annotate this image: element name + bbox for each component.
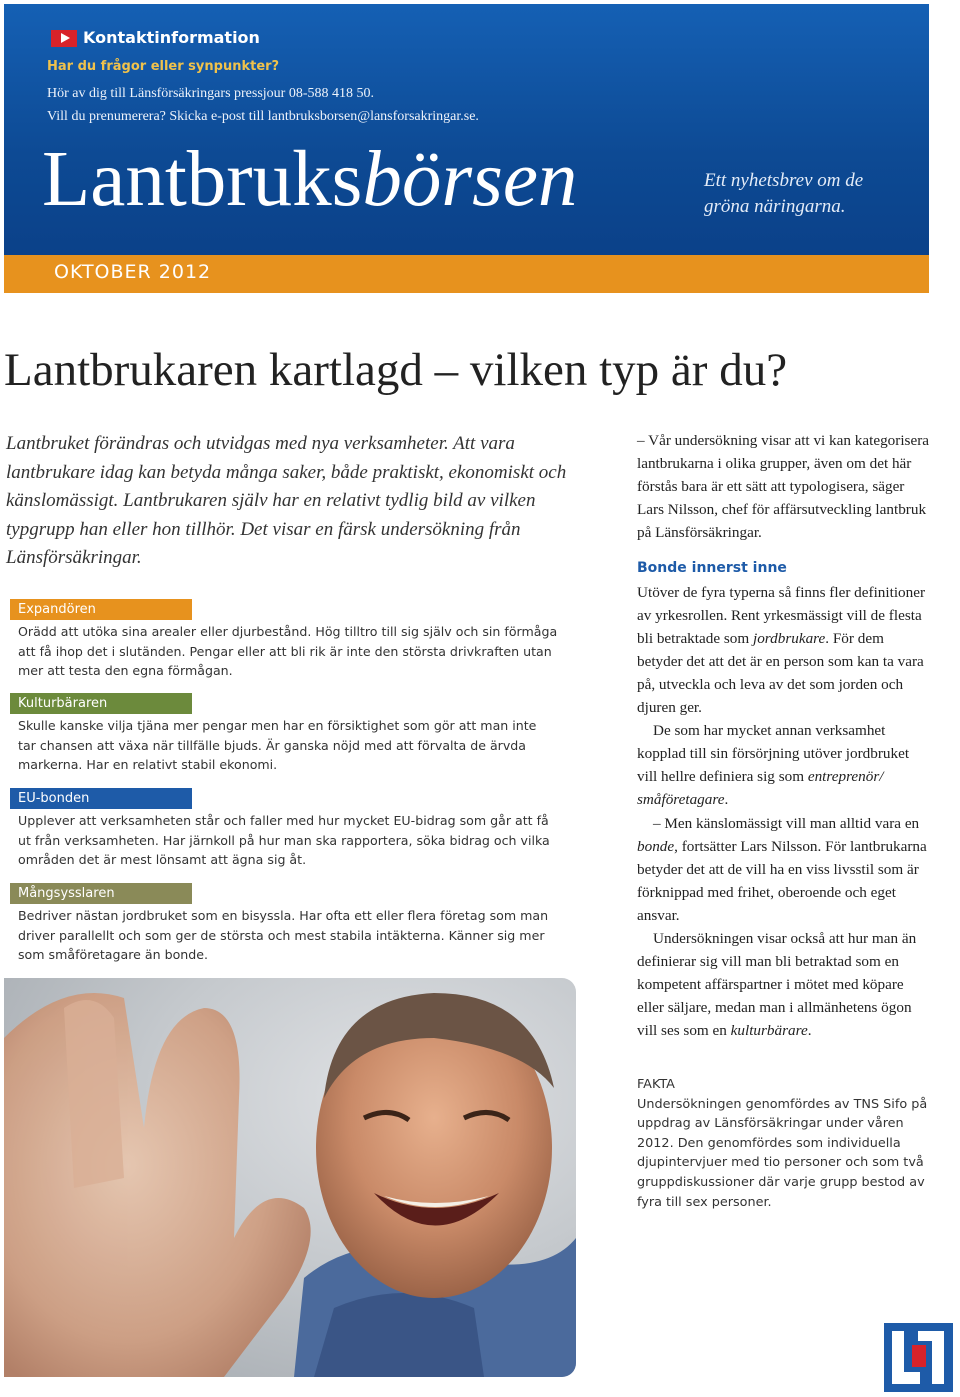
type-label-mangsysslaren: Mångsysslaren: [10, 883, 192, 904]
fact-heading: FAKTA: [637, 1077, 675, 1092]
body-paragraph: Undersökningen visar också att hur man än definierar sig vill man bli betraktad som en kompetent affärspartner i mötet med köpare eller säljare, medan man i allmänhetens ögon vill ses som en kulturbärare.: [637, 929, 917, 1040]
article-headline: Lantbrukaren kartlagd – vilken typ är du?: [4, 344, 788, 396]
body-paragraph: Utöver de fyra typerna så finns fler definitioner av yrkesrollen. Rent yrkesmässigt vill de flesta bli betraktade som jordbrukare. För dem betyder det att det är en person som kan ta vara på, utveckla och leva av det som jorden och djuren ger.: [637, 583, 926, 717]
contact-phone-line: Hör av dig till Länsförsäkringars pressjour 08-588 418 50.: [47, 86, 374, 101]
fact-body: Undersökningen genomfördes av TNS Sifo på uppdrag av Länsförsäkringar under våren 2012. Den genomfördes som individuella djupintervjuer med tio personer och som två gruppdiskussioner där varje grupp bestod av fyra till sex personer.: [637, 1096, 928, 1210]
type-label-expandoren: Expandören: [10, 599, 192, 620]
masthead-title: [42, 136, 578, 223]
masthead-italic: börsen: [362, 136, 578, 223]
type-description-eu-bonden: Upplever att verksamheten står och faller med hur mycket EU-bidrag som går att få ut från verksamheten. Har järnkoll på hur man ska rapportera, söka bidrag och vilka områden det är mest lönsamt att ägna sig åt.: [18, 813, 550, 867]
article-lead: Lantbruket förändras och utvidgas med nya verksamheter. Att vara lantbrukare idag kan betyda många saker, både praktiskt, ekonomiskt och känslomässigt. Lantbrukaren själv har en relativt tydlig bild av vilken typgrupp han eller hon tillhör. Det visar en färsk undersökning från Länsförsäkringar.: [6, 433, 567, 568]
contact-email-line: Vill du prenumerera? Skicka e-post till lantbruksborsen@lansforsakringar.se.: [47, 109, 479, 124]
contact-heading: Kontaktinformation: [83, 28, 260, 47]
lansforsakringar-logo: [884, 1323, 953, 1392]
type-description-kulturbararen: Skulle kanske vilja tjäna mer pengar men har en försiktighet som gör att man inte tar chansen att växa när tillfälle bjuds. Är ganska nöjd med att förvalta de ärvda markerna. Har en relativt stabil ekonomi.: [18, 718, 537, 772]
type-label-eu-bonden: EU-bonden: [10, 788, 192, 809]
fact-box: [637, 1075, 929, 1212]
tagline: Ett nyhetsbrev om de gröna näringarna.: [704, 170, 864, 217]
body-paragraph: De som har mycket annan verksamhet kopplad till sin försörjning utöver jordbruket vill hellre definiera sig som entreprenör/ småföretagare.: [637, 722, 910, 809]
masthead-roman: Lantbruks: [42, 136, 363, 223]
company-logo-icon: [884, 1323, 953, 1392]
play-arrow-icon: [51, 30, 77, 47]
issue-date: OKTOBER 2012: [54, 261, 212, 283]
farmer-photo: [4, 978, 576, 1377]
type-description-mangsysslaren: Bedriver nästan jordbruket som en bisyssla. Har ofta ett eller flera företag som man driver parallellt och som ger de största och mest stabila intäkterna. Känner sig mer som småföretagare än bonde.: [18, 908, 549, 962]
smiling-man-illustration: [4, 978, 576, 1377]
type-description-expandoren: Orädd att utöka sina arealer eller djurbestånd. Hög tilltro till sig själv och sin förmåga att få ihop det i slutänden. Pengar eller att bli rik är inte den största drivkraften utan mer att testa den egna förmågan.: [18, 624, 558, 678]
contact-question: Har du frågor eller synpunkter?: [47, 59, 280, 74]
body-paragraph: – Men känslomässigt vill man alltid vara en bonde, fortsätter Lars Nilsson. För lantbrukarna betyder det att de vill ha en viss livsstil som är förknippad med frihet, oberoende och eget ansvar.: [637, 814, 927, 924]
article-body-right: [637, 429, 929, 1042]
type-label-kulturbararen: Kulturbäraren: [10, 693, 192, 714]
section-subheading: Bonde innerst inne: [637, 560, 787, 577]
body-paragraph: – Vår undersökning visar att vi kan kategorisera lantbrukarna i olika grupper, även om det här förstås bara är ett sätt att typologisera, säger Lars Nilsson, chef för affärsutveckling lantbruk på Länsförsäkringar.: [637, 432, 929, 542]
